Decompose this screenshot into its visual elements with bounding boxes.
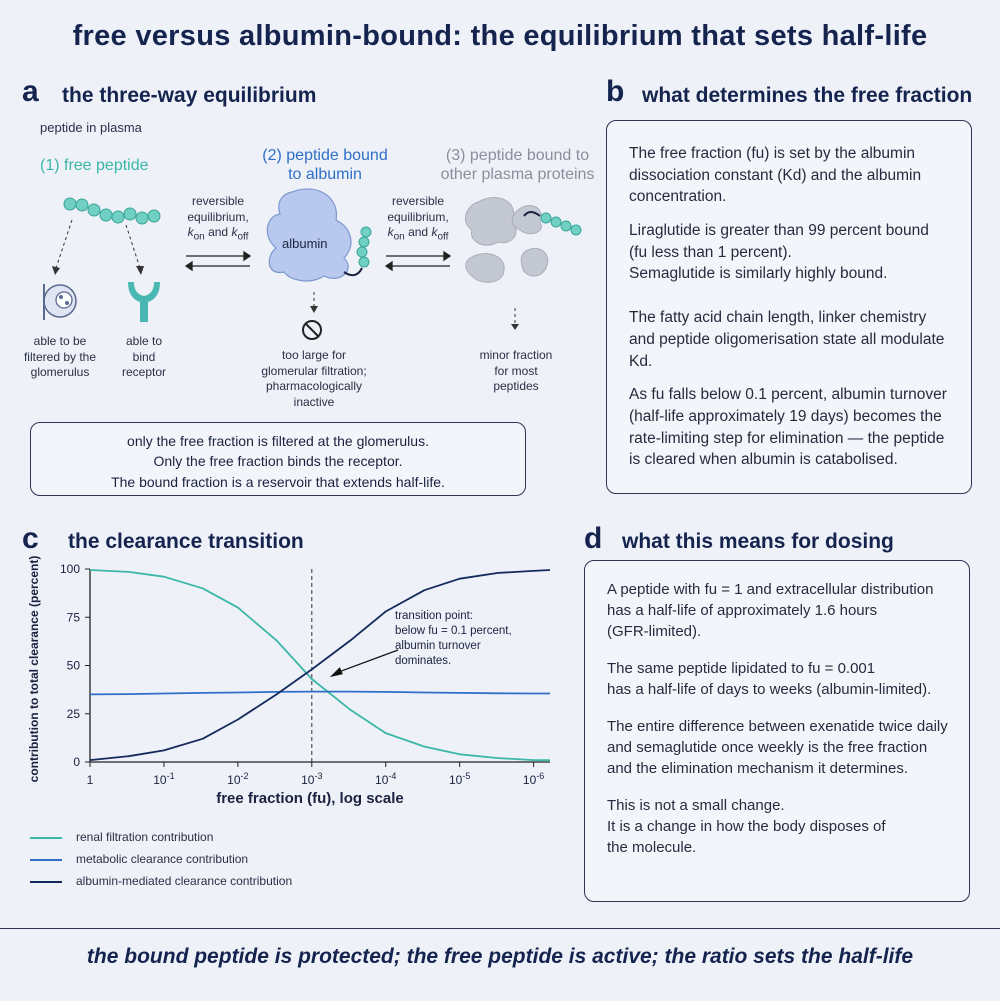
annotation-line1: transition point: [395, 610, 473, 622]
panel-a-subheading: peptide in plasma [40, 120, 142, 135]
legend-metabolic [30, 852, 248, 866]
state3-line2: other plasma proteins [440, 166, 595, 184]
annotation-arrow-head [330, 667, 343, 677]
panel-b-paragraph-2b: (fu less than 1 percent). [629, 243, 792, 261]
transition-annotation [395, 609, 512, 669]
summary-line2: Only the free fraction binds the receptor. [153, 453, 403, 470]
panel-b-box [606, 120, 972, 494]
panel-b-paragraph-2c: Semaglutide is similarly highly bound. [629, 265, 888, 283]
filtered-line1: able to be [33, 334, 87, 348]
eq1-line2: equilibrium, [187, 209, 249, 224]
legend-renal-label: renal filtration contribution [76, 830, 214, 844]
panel-d-paragraph-4b: It is a change in how the body disposes of [607, 818, 886, 835]
panel-b-paragraph-2a: Liraglutide is greater than 99 percent bound [629, 222, 929, 240]
koff-subscript: off [237, 231, 249, 243]
x-tick-label: $10^{-1}$ [153, 771, 175, 787]
koff-symbol: k [231, 225, 238, 240]
y-tick-label: 100 [59, 562, 80, 576]
panel-d-paragraph-3b: and semaglutide once weekly is the free fraction [607, 739, 928, 756]
panel-b-heading: what determines the free fraction [642, 84, 973, 107]
panel-a-heading: the three-way equilibrium [62, 84, 317, 107]
panel-d-box [584, 560, 970, 902]
kon-subscript: on [193, 231, 205, 243]
minor-line3: peptides [493, 379, 539, 394]
x-tick-label: $10^{-3}$ [301, 771, 323, 787]
koff-subscript-2: off [437, 231, 449, 243]
arrow-to-glomerulus [56, 220, 72, 268]
legend-renal [30, 830, 213, 844]
too-large-line4: inactive [293, 394, 335, 409]
panel-b-paragraph-4: As fu falls below 0.1 percent, albumin turnover (half-life approximately 19 days) becomes the rate-limiting step for elimination — the peptide is cleared when albumin is catabolised. [629, 386, 947, 469]
summary-line1: only the free fraction is filtered at the glomerulus. [127, 433, 429, 449]
eq1-rates [178, 225, 258, 243]
legend-albumin [30, 874, 292, 888]
x-axis-label: free fraction (fu), log scale [216, 790, 404, 807]
annotation-arrow-line [336, 650, 398, 673]
summary-box [30, 422, 526, 496]
legend-metabolic-label: metabolic clearance contribution [76, 852, 249, 866]
minor-caption [466, 348, 566, 395]
and-text-2: and [408, 225, 429, 240]
y-axis-label: contribution to total clearance (percent) [27, 555, 41, 783]
y-tick-label: 50 [66, 658, 80, 673]
panel-c-letter: c [22, 522, 39, 555]
y-tick-label: 0 [73, 755, 80, 769]
equilibrium-diagram [0, 180, 600, 330]
eq1-label [178, 194, 258, 244]
eq1-line1: reversible [191, 194, 245, 208]
too-large-caption [244, 348, 384, 410]
filtered-line3: glomerulus [30, 365, 90, 380]
arrow-to-receptor [126, 225, 140, 268]
legend-metabolic-swatch [30, 859, 62, 861]
summary-line3: The bound fraction is a reservoir that extends half-life. [111, 473, 445, 490]
bind-line1: able to [125, 334, 163, 348]
panel-d-paragraph-2a: The same peptide lipidated to fu = 0.001 [607, 660, 876, 677]
panel-d-letter: d [584, 522, 603, 555]
x-tick-label: 1 [86, 773, 94, 787]
kon-subscript-2: on [393, 231, 405, 243]
legend-albumin-swatch [30, 881, 62, 883]
state2-line1: (2) peptide bound [262, 147, 388, 164]
panel-d-paragraph-2b: has a half-life of days to weeks (albumin-limited). [607, 681, 932, 698]
x-tick-label: $10^{-5}$ [448, 771, 471, 787]
x-tick-label: $10^{-6}$ [522, 771, 545, 787]
panel-d-paragraph-1a: A peptide with fu = 1 and extracellular distribution [607, 581, 934, 598]
minor-line2: for most [494, 363, 538, 378]
bind-caption [112, 334, 176, 381]
albumin-icon [267, 189, 351, 281]
bind-line2: bind [132, 349, 156, 364]
annotation-line2: below fu = 0.1 percent, [395, 624, 512, 637]
panel-d-paragraph-1c: (GFR-limited). [607, 623, 702, 640]
panel-a-letter: a [22, 75, 39, 108]
x-tick-label: $10^{-2}$ [227, 771, 249, 787]
eq2-line2: equilibrium, [387, 209, 449, 224]
x-tick-label: $10^{-4}$ [375, 771, 397, 787]
annotation-line4: dominates. [395, 654, 452, 667]
eq2-label [378, 194, 458, 244]
y-tick-label: 25 [66, 706, 80, 721]
minor-line1: minor fraction [479, 348, 553, 362]
panel-c-heading: the clearance transition [68, 530, 304, 553]
clearance-chart [0, 555, 580, 815]
kon-symbol-2: k [387, 225, 394, 240]
bound-peptide-2-icon [541, 213, 581, 235]
panel-d-heading: what this means for dosing [622, 530, 894, 553]
eq2-line1: reversible [391, 194, 445, 208]
kon-symbol: k [187, 225, 194, 240]
panel-b-paragraph-3: The fatty acid chain length, linker chemistry and peptide oligomerisation state all modulate Kd. [629, 309, 945, 370]
panel-d-paragraph-3a: The entire difference between exenatide twice daily [607, 718, 948, 735]
glomerulus-icon [44, 284, 76, 320]
bound-peptide-icon [357, 227, 371, 267]
legend-albumin-label: albumin-mediated clearance contribution [76, 874, 293, 888]
panel-b-paragraph-1: The free fraction (fu) is set by the albumin dissociation constant (Kd) and the albumin concentration. [629, 145, 922, 206]
receptor-icon [128, 282, 160, 322]
free-peptide-chain-icon [64, 198, 160, 224]
bind-line3: receptor [121, 365, 167, 380]
and-text: and [208, 225, 229, 240]
other-proteins-icon [465, 198, 547, 283]
filtered-caption [18, 334, 102, 381]
state3-line1: (3) peptide bound to [445, 147, 590, 164]
no-entry-icon [302, 320, 322, 340]
page-title: free versus albumin-bound: the equilibrium that sets half-life [72, 20, 928, 52]
annotation-line3: albumin turnover [395, 639, 481, 652]
panel-d-paragraph-1b: has a half-life of approximately 1.6 hours [607, 602, 878, 619]
legend-renal-swatch [30, 837, 62, 839]
panel-b-letter: b [606, 75, 625, 108]
state1-label: (1) free peptide [40, 157, 149, 174]
albumin-label: albumin [282, 236, 328, 251]
panel-d-paragraph-4a: This is not a small change. [607, 797, 785, 814]
state2-label [250, 146, 400, 184]
equilibrium-arrows-2 [386, 252, 450, 270]
panel-d-paragraph-4c: the molecule. [607, 839, 697, 856]
series-line-1 [90, 692, 550, 695]
equilibrium-arrows-1 [186, 252, 250, 270]
filtered-line2: filtered by the [23, 349, 97, 364]
state2-line2: to albumin [288, 166, 362, 184]
too-large-line1: too large for [281, 348, 347, 362]
footer-text: the bound peptide is protected; the free peptide is active; the ratio sets the half-life [86, 945, 914, 968]
panel-d-paragraph-3c: and the elimination mechanism it determines. [607, 760, 908, 777]
state3-label [430, 146, 605, 184]
too-large-line3: pharmacologically [265, 379, 363, 394]
eq2-rates [378, 225, 458, 243]
too-large-line2: glomerular filtration; [261, 363, 367, 378]
koff-symbol-2: k [431, 225, 438, 240]
y-tick-label: 75 [66, 610, 80, 625]
